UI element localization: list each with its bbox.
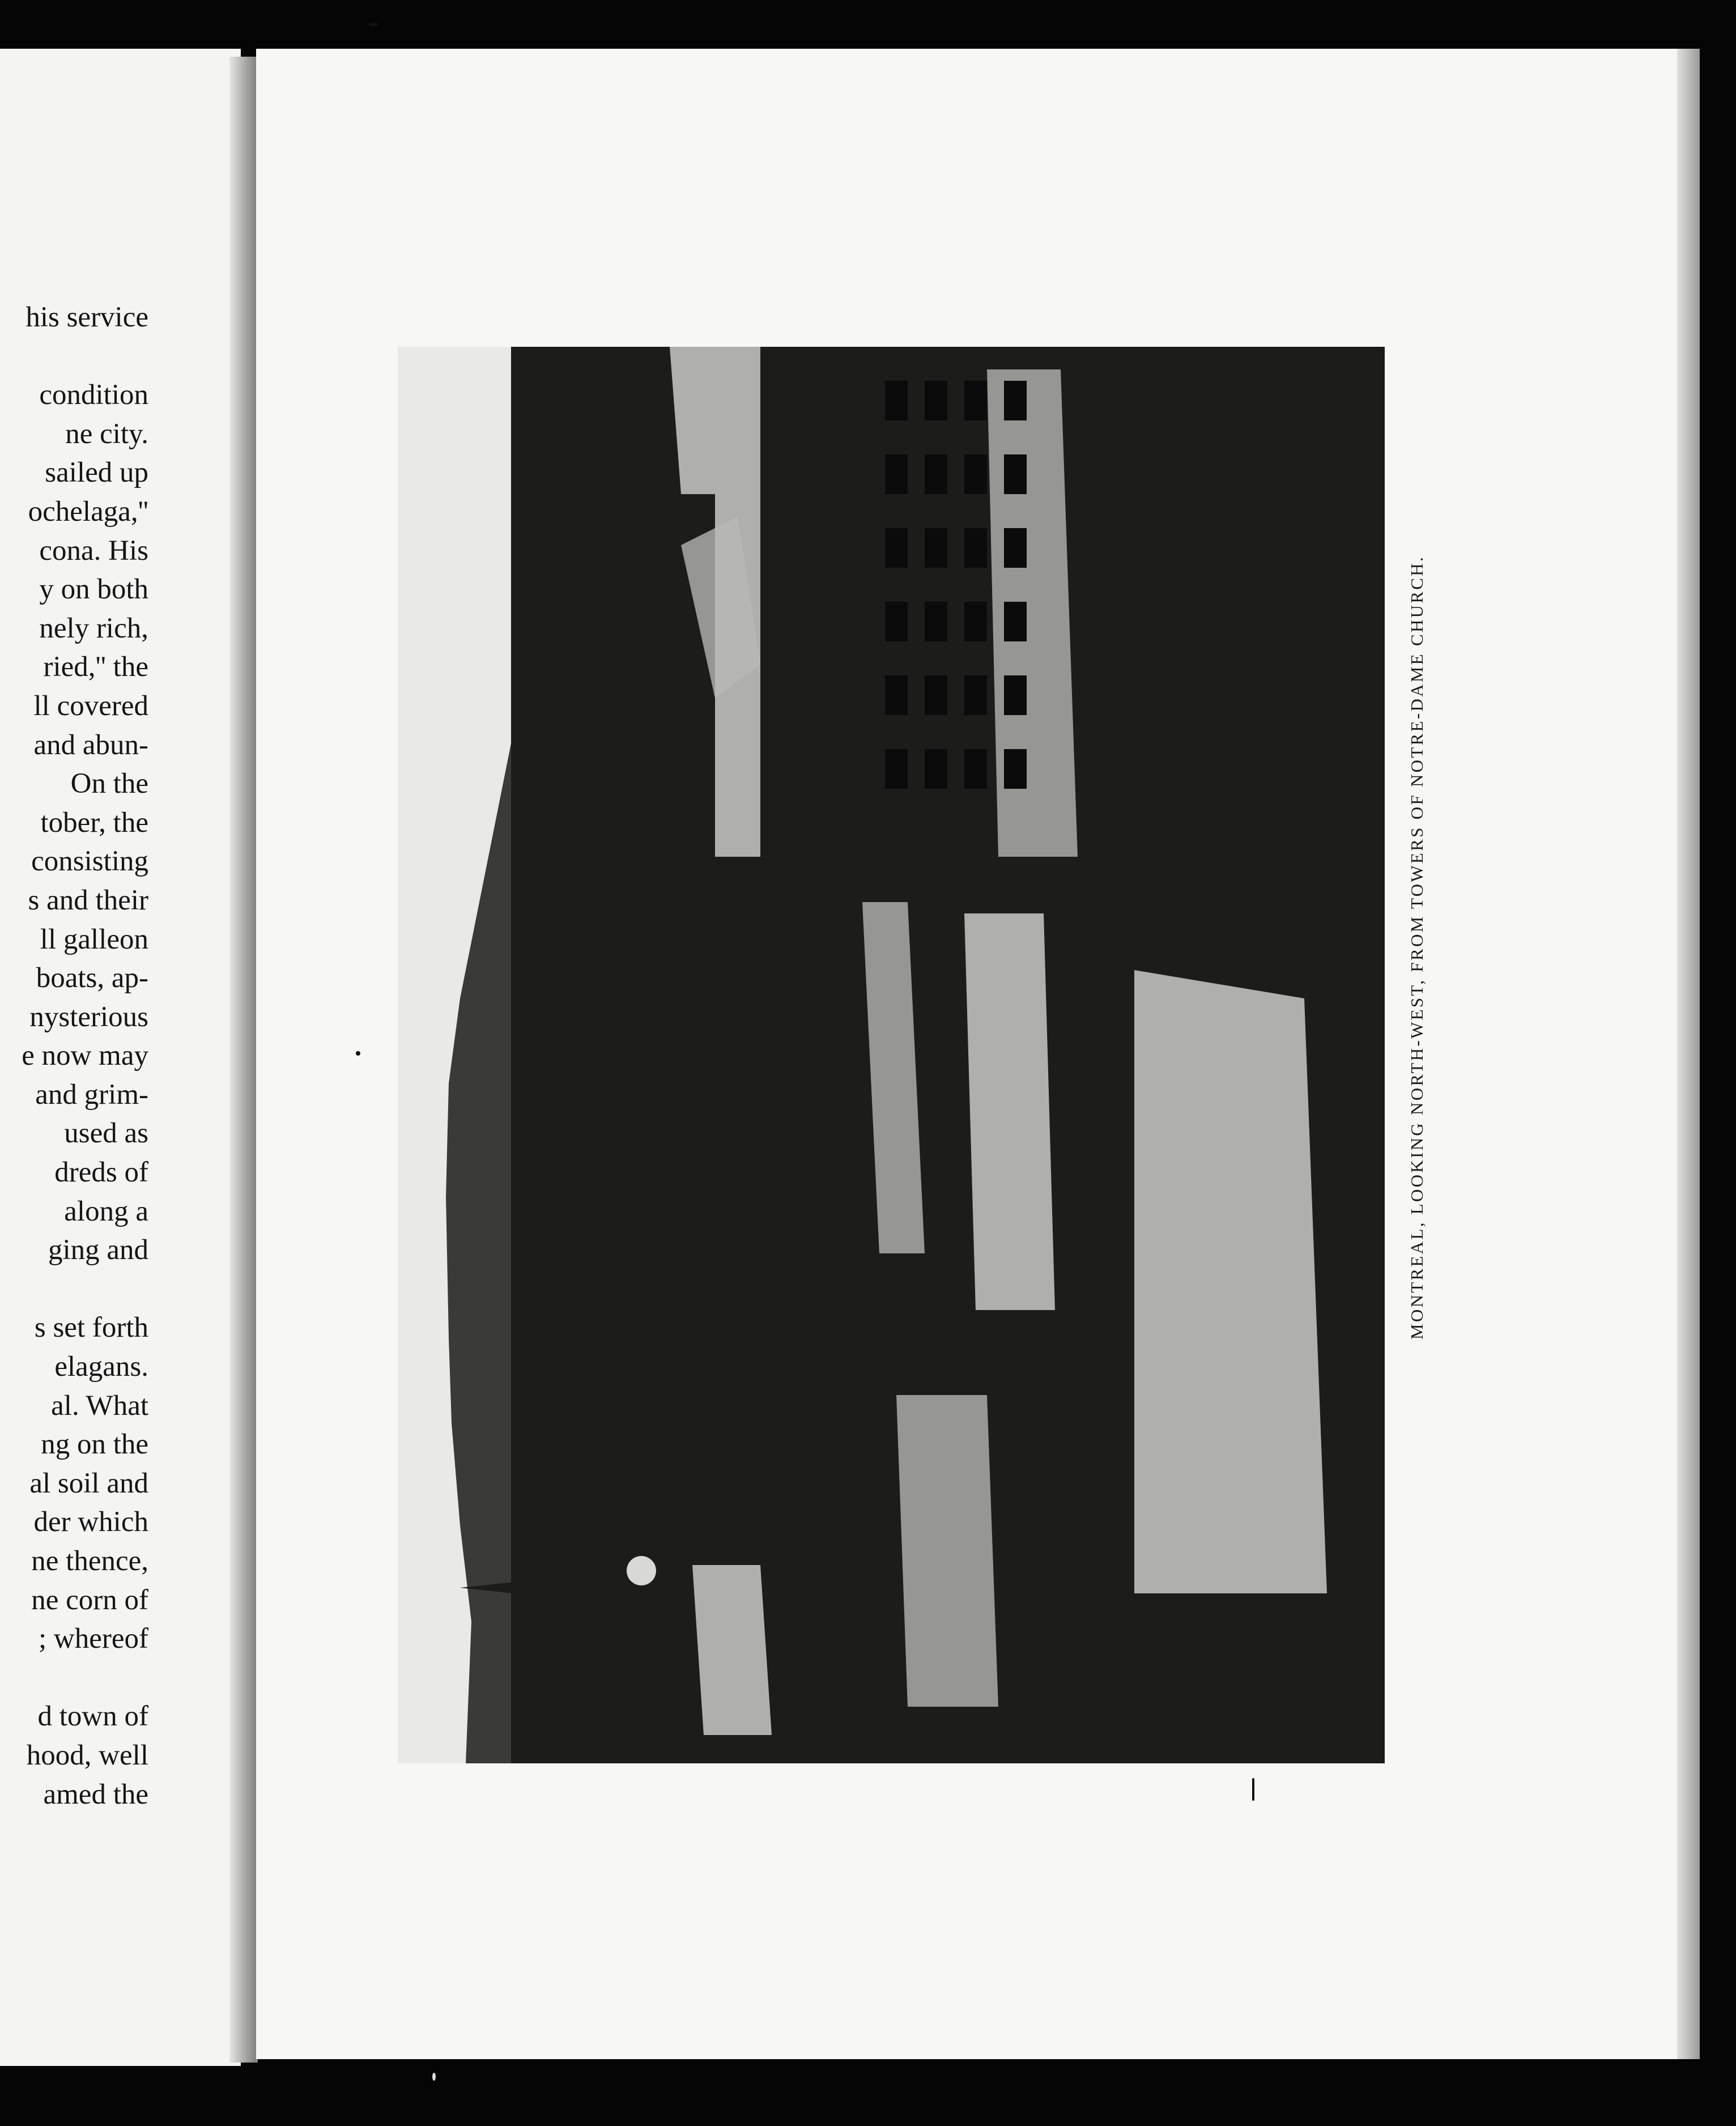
right-page-edge-shadow — [1677, 49, 1700, 2059]
left-page-line: ng on the — [41, 1428, 148, 1461]
left-page-line: ; whereof — [39, 1623, 148, 1655]
scan-speck — [432, 2073, 436, 2081]
left-page-line: cona. His — [39, 534, 148, 567]
window — [885, 528, 908, 568]
left-page-line: ll galleon — [40, 923, 148, 955]
window — [925, 675, 947, 715]
window — [885, 749, 908, 789]
left-page-line: along a — [64, 1195, 148, 1227]
left-page-line: nely rich, — [39, 612, 148, 644]
left-page-line: amed the — [43, 1778, 148, 1810]
window — [964, 528, 987, 568]
window — [1004, 749, 1027, 789]
plate-caption: MONTREAL, LOOKING NORTH-WEST, FROM TOWERS OF NOTRE-DAME CHURCH. — [1407, 555, 1427, 1340]
plate-image — [398, 347, 1385, 1763]
left-page-line: tober, the — [40, 806, 148, 839]
left-page-line: hood, well — [26, 1739, 148, 1771]
left-page-line: On the — [70, 768, 148, 800]
window — [964, 602, 987, 641]
left-page-line: der which — [33, 1506, 148, 1538]
window — [885, 454, 908, 494]
left-page-line: consisting — [31, 845, 148, 878]
left-page-line: elagans. — [54, 1351, 148, 1383]
portico-columns — [964, 913, 1055, 1310]
left-page-line: nysterious — [29, 1001, 148, 1033]
left-page-line: ried,'' the — [43, 651, 148, 683]
scan-speck — [356, 1051, 360, 1056]
left-page-line: ne thence, — [31, 1545, 148, 1577]
left-page-line: ochelaga,'' — [28, 495, 148, 528]
left-page-line: boats, ap- — [36, 962, 148, 994]
left-page-line: and grim- — [35, 1078, 148, 1111]
window — [964, 749, 987, 789]
left-page-line: s and their — [28, 884, 148, 916]
left-page-line — [0, 337, 148, 376]
window — [1004, 528, 1027, 568]
left-page-line: d town of — [37, 1700, 148, 1733]
window — [964, 454, 987, 494]
left-page-line: e now may — [22, 1040, 148, 1072]
left-page-line: al. What — [51, 1389, 148, 1422]
left-page-line: ne corn of — [31, 1584, 148, 1616]
left-page — [0, 49, 241, 2066]
left-page-line: dreds of — [54, 1156, 148, 1189]
window — [1004, 602, 1027, 641]
window — [925, 749, 947, 789]
square-foreground — [1134, 970, 1327, 1593]
window — [1004, 381, 1027, 420]
window — [925, 381, 947, 420]
left-page-line: used as — [64, 1117, 148, 1150]
window — [1004, 675, 1027, 715]
domed-building — [692, 1565, 772, 1735]
left-page-line: and abun- — [33, 729, 148, 761]
window — [1004, 454, 1027, 494]
window — [885, 381, 908, 420]
left-page-line: his service — [25, 301, 148, 333]
left-page-line — [0, 1659, 148, 1698]
left-page-line: ging and — [48, 1234, 148, 1266]
left-page-line: al soil and — [29, 1467, 148, 1499]
left-page-line: condition — [39, 379, 148, 411]
window — [925, 454, 947, 494]
left-page-line: s set forth — [34, 1312, 148, 1344]
left-page-line: y on both — [39, 573, 148, 606]
photographic-plate — [398, 347, 1385, 1763]
left-page-line: ll covered — [33, 690, 148, 722]
left-page-text-column — [0, 298, 148, 1814]
window — [885, 602, 908, 641]
scan-speck — [368, 23, 378, 26]
left-page-line: ne city. — [65, 418, 148, 450]
left-page-line: sailed up — [45, 457, 148, 489]
window — [925, 602, 947, 641]
window — [885, 675, 908, 715]
book-gutter — [229, 57, 258, 2063]
scan-speck — [1252, 1778, 1254, 1801]
building-lower-right — [896, 1395, 998, 1707]
window — [964, 381, 987, 420]
clock-face — [627, 1556, 656, 1585]
left-page-line — [0, 1270, 148, 1309]
window — [925, 528, 947, 568]
window — [964, 675, 987, 715]
